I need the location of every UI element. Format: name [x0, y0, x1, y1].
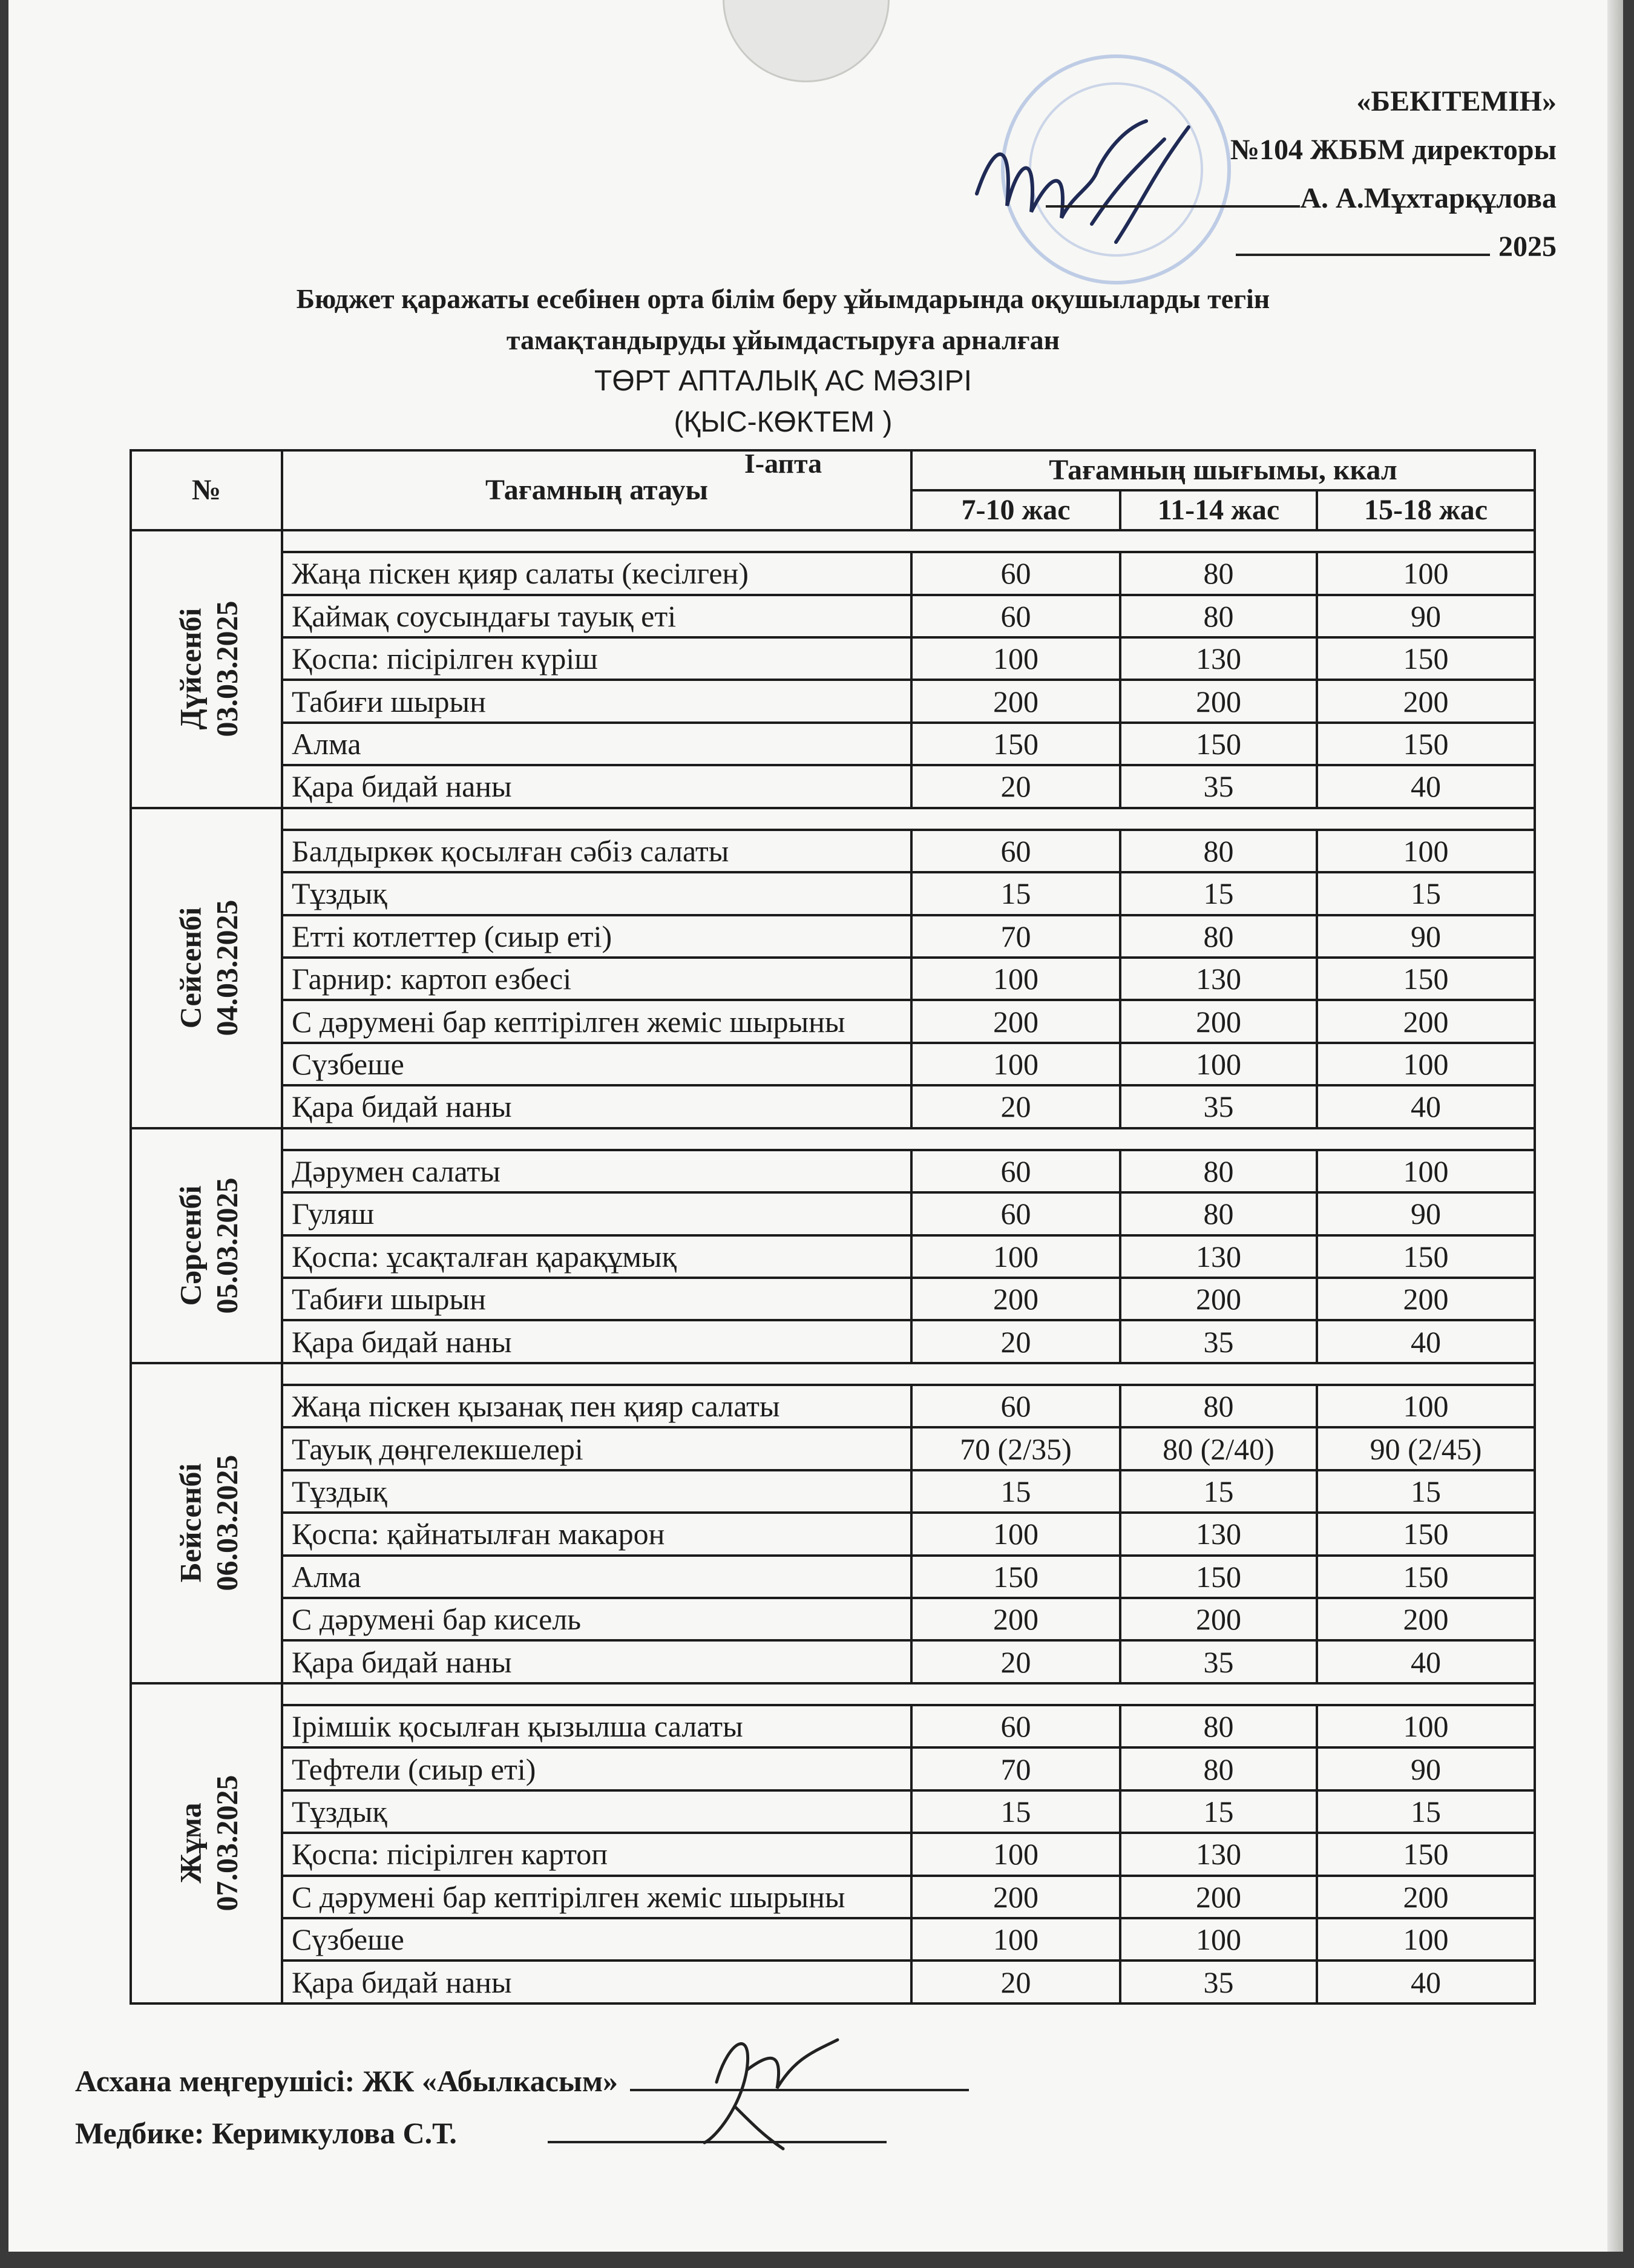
kitchen-head: Асхана меңгерушісі: ЖК «Абылкасым»	[75, 2064, 618, 2098]
yield-value: 200	[1317, 1278, 1535, 1320]
menu-row	[131, 1192, 1535, 1235]
yield-value: 100	[911, 1513, 1120, 1555]
header-age-3: 15-18 жас	[1317, 490, 1535, 530]
day-date: 07.03.2025	[209, 1775, 244, 1911]
menu-row	[131, 1961, 1535, 2003]
yield-value: 80	[1120, 1150, 1317, 1192]
yield-value: 90	[1317, 1192, 1535, 1235]
dish-name: Гуляш	[282, 1192, 911, 1235]
yield-value: 150	[1317, 1513, 1535, 1555]
yield-value: 40	[1317, 1320, 1535, 1362]
yield-value: 150	[911, 1556, 1120, 1598]
yield-value: 80 (2/40)	[1120, 1427, 1317, 1470]
menu-row	[131, 1150, 1535, 1192]
yield-value: 150	[1317, 1833, 1535, 1875]
day-cell	[131, 1683, 282, 2003]
dish-name: Қара бидай наны	[282, 1640, 911, 1683]
yield-value: 15	[1317, 1470, 1535, 1513]
yield-value: 60	[911, 552, 1120, 594]
approval-heading: «БЕКІТЕМІН»	[1356, 85, 1557, 117]
menu-row	[131, 1640, 1535, 1683]
yield-value: 150	[1317, 637, 1535, 680]
yield-value: 200	[911, 680, 1120, 722]
yield-value: 80	[1120, 1747, 1317, 1790]
day-date: 05.03.2025	[209, 1177, 244, 1314]
day-spacer-row	[131, 1683, 1535, 1705]
title-line-2: тамақтандыруды ұйымдастыруға арналған	[506, 324, 1060, 355]
menu-row	[131, 1385, 1535, 1427]
yield-value: 200	[1317, 1598, 1535, 1640]
day-spacer-row	[131, 808, 1535, 830]
yield-value: 40	[1317, 1961, 1535, 2003]
nurse: Медбике: Керимкулова С.Т.	[75, 2116, 457, 2150]
dish-name: Етті котлеттер (сиыр еті)	[282, 915, 911, 958]
yield-value: 80	[1120, 830, 1317, 872]
dish-name: С дәрумені бар кептірілген жеміс шырыны	[282, 1876, 911, 1918]
menu-row	[131, 1876, 1535, 1918]
header-age-2: 11-14 жас	[1120, 490, 1317, 530]
dish-name: Табиғи шырын	[282, 1278, 911, 1320]
yield-value: 80	[1120, 595, 1317, 637]
menu-row	[131, 1598, 1535, 1640]
menu-row	[131, 552, 1535, 594]
yield-value: 35	[1120, 765, 1317, 807]
dish-name: Жаңа піскен қызанақ пен қияр салаты	[282, 1385, 911, 1427]
yield-value: 20	[911, 1320, 1120, 1362]
dish-name: С дәрумені бар кептірілген жеміс шырыны	[282, 1000, 911, 1042]
nurse-line	[75, 2107, 1043, 2159]
yield-value: 100	[1317, 552, 1535, 594]
dish-name: Қара бидай наны	[282, 1320, 911, 1362]
yield-value: 35	[1120, 1085, 1317, 1128]
dish-name: Қара бидай наны	[282, 765, 911, 807]
yield-value: 40	[1317, 1085, 1535, 1128]
yield-value: 100	[1120, 1918, 1317, 1961]
yield-value: 35	[1120, 1640, 1317, 1683]
menu-row	[131, 1235, 1535, 1278]
dish-name: Сүзбеше	[282, 1918, 911, 1961]
day-date: 03.03.2025	[209, 600, 244, 737]
dish-name: Қара бидай наны	[282, 1085, 911, 1128]
yield-value: 35	[1120, 1320, 1317, 1362]
title-line-3: ТӨРТ АПТАЛЫҚ АС МӘЗІРІ	[594, 365, 972, 397]
dish-name: Қоспа: ұсақталған қарақұмық	[282, 1235, 911, 1278]
yield-value: 200	[1120, 1278, 1317, 1320]
yield-value: 80	[1120, 915, 1317, 958]
yield-value: 100	[1317, 1385, 1535, 1427]
yield-value: 130	[1120, 637, 1317, 680]
yield-value: 80	[1120, 1192, 1317, 1235]
yield-value: 150	[1317, 1556, 1535, 1598]
dish-name: Қаймақ соусындағы тауық еті	[282, 595, 911, 637]
menu-row	[131, 1918, 1535, 1961]
yield-value: 15	[911, 1470, 1120, 1513]
yield-value: 200	[911, 1876, 1120, 1918]
menu-row	[131, 765, 1535, 807]
title-line-4: (ҚЫС-КӨКТЕМ )	[674, 406, 893, 438]
yield-value: 40	[1317, 1640, 1535, 1683]
day-cell	[131, 530, 282, 808]
approval-block	[963, 77, 1557, 271]
yield-value: 200	[1120, 1598, 1317, 1640]
menu-row	[131, 1705, 1535, 1747]
menu-row	[131, 1000, 1535, 1042]
dish-name: Қоспа: қайнатылған макарон	[282, 1513, 911, 1555]
yield-value: 80	[1120, 1385, 1317, 1427]
day-name: Сейсенбі	[173, 907, 208, 1029]
menu-row	[131, 1043, 1535, 1085]
yield-value: 15	[1317, 872, 1535, 915]
yield-value: 200	[1120, 1876, 1317, 1918]
day-spacer-row	[131, 1128, 1535, 1150]
yield-value: 90 (2/45)	[1317, 1427, 1535, 1470]
yield-value: 100	[911, 1235, 1120, 1278]
yield-value: 100	[911, 1043, 1120, 1085]
yield-value: 100	[1317, 1918, 1535, 1961]
header-dish: Тағамның атауы	[282, 450, 911, 530]
yield-value: 100	[1120, 1043, 1317, 1085]
yield-value: 70	[911, 1747, 1120, 1790]
title-week: І-апта	[744, 448, 822, 479]
yield-value: 200	[1317, 1876, 1535, 1918]
yield-value: 200	[1317, 1000, 1535, 1042]
yield-value: 70	[911, 915, 1120, 958]
yield-value: 100	[1317, 830, 1535, 872]
dish-name: Жаңа піскен қияр салаты (кесілген)	[282, 552, 911, 594]
yield-value: 60	[911, 595, 1120, 637]
approval-name: А. А.Мұхтарқұлова	[1300, 182, 1557, 214]
yield-value: 60	[911, 1192, 1120, 1235]
dish-name: Қоспа: пісірілген күріш	[282, 637, 911, 680]
yield-value: 150	[1317, 1235, 1535, 1278]
yield-value: 100	[911, 637, 1120, 680]
yield-value: 130	[1120, 1513, 1317, 1555]
yield-value: 100	[1317, 1705, 1535, 1747]
day-name: Бейсенбі	[173, 1463, 208, 1583]
day-cell	[131, 1128, 282, 1363]
menu-row	[131, 1320, 1535, 1362]
yield-value: 35	[1120, 1961, 1317, 2003]
kitchen-signature	[680, 2016, 862, 2161]
day-spacer-row	[131, 530, 1535, 552]
yield-value: 20	[911, 1085, 1120, 1128]
yield-value: 100	[911, 958, 1120, 1000]
yield-value: 90	[1317, 1747, 1535, 1790]
dish-name: Алма	[282, 723, 911, 765]
yield-value: 150	[1120, 723, 1317, 765]
yield-value: 60	[911, 830, 1120, 872]
dish-name: Дәрумен салаты	[282, 1150, 911, 1192]
yield-value: 150	[1120, 1556, 1317, 1598]
yield-value: 200	[1120, 1000, 1317, 1042]
yield-value: 90	[1317, 915, 1535, 958]
yield-value: 15	[1120, 1470, 1317, 1513]
yield-value: 60	[911, 1150, 1120, 1192]
yield-value: 20	[911, 765, 1120, 807]
yield-value: 200	[911, 1598, 1120, 1640]
yield-value: 15	[1120, 1790, 1317, 1833]
yield-value: 100	[911, 1918, 1120, 1961]
sleeve-notch	[723, 0, 890, 82]
yield-value: 20	[911, 1961, 1120, 2003]
dish-name: Тұздық	[282, 1470, 911, 1513]
day-date: 06.03.2025	[209, 1454, 244, 1591]
day-name: Сәрсенбі	[173, 1185, 208, 1306]
menu-row	[131, 1278, 1535, 1320]
dish-name: Балдыркөк қосылған сәбіз салаты	[282, 830, 911, 872]
dish-name: Тұздық	[282, 872, 911, 915]
dish-name: Қоспа: пісірілген картоп	[282, 1833, 911, 1875]
day-cell	[131, 1363, 282, 1683]
menu-table	[130, 449, 1536, 2005]
approval-name-line	[963, 174, 1557, 223]
dish-name: Қара бидай наны	[282, 1961, 911, 2003]
approval-position: №104 ЖББМ директоры	[1230, 134, 1557, 166]
yield-value: 200	[1317, 680, 1535, 722]
yield-value: 130	[1120, 1833, 1317, 1875]
yield-value: 200	[1120, 680, 1317, 722]
menu-row	[131, 1790, 1535, 1833]
yield-value: 40	[1317, 765, 1535, 807]
menu-row	[131, 1747, 1535, 1790]
menu-row	[131, 1556, 1535, 1598]
menu-row	[131, 958, 1535, 1000]
yield-value: 15	[911, 872, 1120, 915]
dish-name: Алма	[282, 1556, 911, 1598]
day-name: Дүйсенбі	[173, 608, 208, 730]
menu-row	[131, 1427, 1535, 1470]
menu-row	[131, 1085, 1535, 1128]
menu-row	[131, 595, 1535, 637]
yield-value: 15	[1317, 1790, 1535, 1833]
dish-name: Гарнир: картоп езбесі	[282, 958, 911, 1000]
document-sheet	[8, 0, 1623, 2252]
day-date: 04.03.2025	[209, 899, 244, 1036]
yield-value: 60	[911, 1705, 1120, 1747]
yield-value: 130	[1120, 958, 1317, 1000]
menu-row	[131, 1470, 1535, 1513]
yield-value: 150	[911, 723, 1120, 765]
dish-name: Тұздық	[282, 1790, 911, 1833]
menu-body	[131, 530, 1535, 2003]
title-line-1: Бюджет қаражаты есебінен орта білім беру ұйымдарында оқушыларды тегін	[296, 283, 1270, 314]
dish-name: Тауық дөңгелекшелері	[282, 1427, 911, 1470]
approval-year: 2025	[1498, 231, 1557, 263]
yield-value: 150	[1317, 958, 1535, 1000]
kitchen-head-line	[75, 2055, 1043, 2107]
menu-row	[131, 637, 1535, 680]
yield-value: 130	[1120, 1235, 1317, 1278]
yield-value: 200	[911, 1000, 1120, 1042]
yield-value: 15	[1120, 872, 1317, 915]
yield-value: 80	[1120, 552, 1317, 594]
dish-name: Тефтели (сиыр еті)	[282, 1747, 911, 1790]
yield-value: 15	[911, 1790, 1120, 1833]
day-cell	[131, 808, 282, 1128]
footer-signatures	[75, 2055, 1043, 2159]
day-spacer-row	[131, 1363, 1535, 1385]
yield-value: 90	[1317, 595, 1535, 637]
dish-name: Сүзбеше	[282, 1043, 911, 1085]
menu-row	[131, 830, 1535, 872]
dish-name: Ірімшік қосылған қызылша салаты	[282, 1705, 911, 1747]
yield-value: 20	[911, 1640, 1120, 1683]
yield-value: 150	[1317, 723, 1535, 765]
menu-row	[131, 1833, 1535, 1875]
header-yield: Тағамның шығымы, ккал	[911, 450, 1535, 490]
menu-row	[131, 723, 1535, 765]
dish-name: С дәрумені бар кисель	[282, 1598, 911, 1640]
menu-row	[131, 680, 1535, 722]
dish-name: Табиғи шырын	[282, 680, 911, 722]
yield-value: 80	[1120, 1705, 1317, 1747]
header-age-1: 7-10 жас	[911, 490, 1120, 530]
sleeve-edge	[1607, 0, 1623, 2252]
yield-value: 70 (2/35)	[911, 1427, 1120, 1470]
menu-row	[131, 1513, 1535, 1555]
menu-row	[131, 915, 1535, 958]
yield-value: 200	[911, 1278, 1120, 1320]
menu-row	[131, 872, 1535, 915]
yield-value: 100	[1317, 1150, 1535, 1192]
day-name: Жұма	[173, 1803, 208, 1884]
yield-value: 60	[911, 1385, 1120, 1427]
header-number: №	[131, 450, 282, 530]
yield-value: 100	[911, 1833, 1120, 1875]
yield-value: 100	[1317, 1043, 1535, 1085]
approval-date-line	[963, 223, 1557, 271]
